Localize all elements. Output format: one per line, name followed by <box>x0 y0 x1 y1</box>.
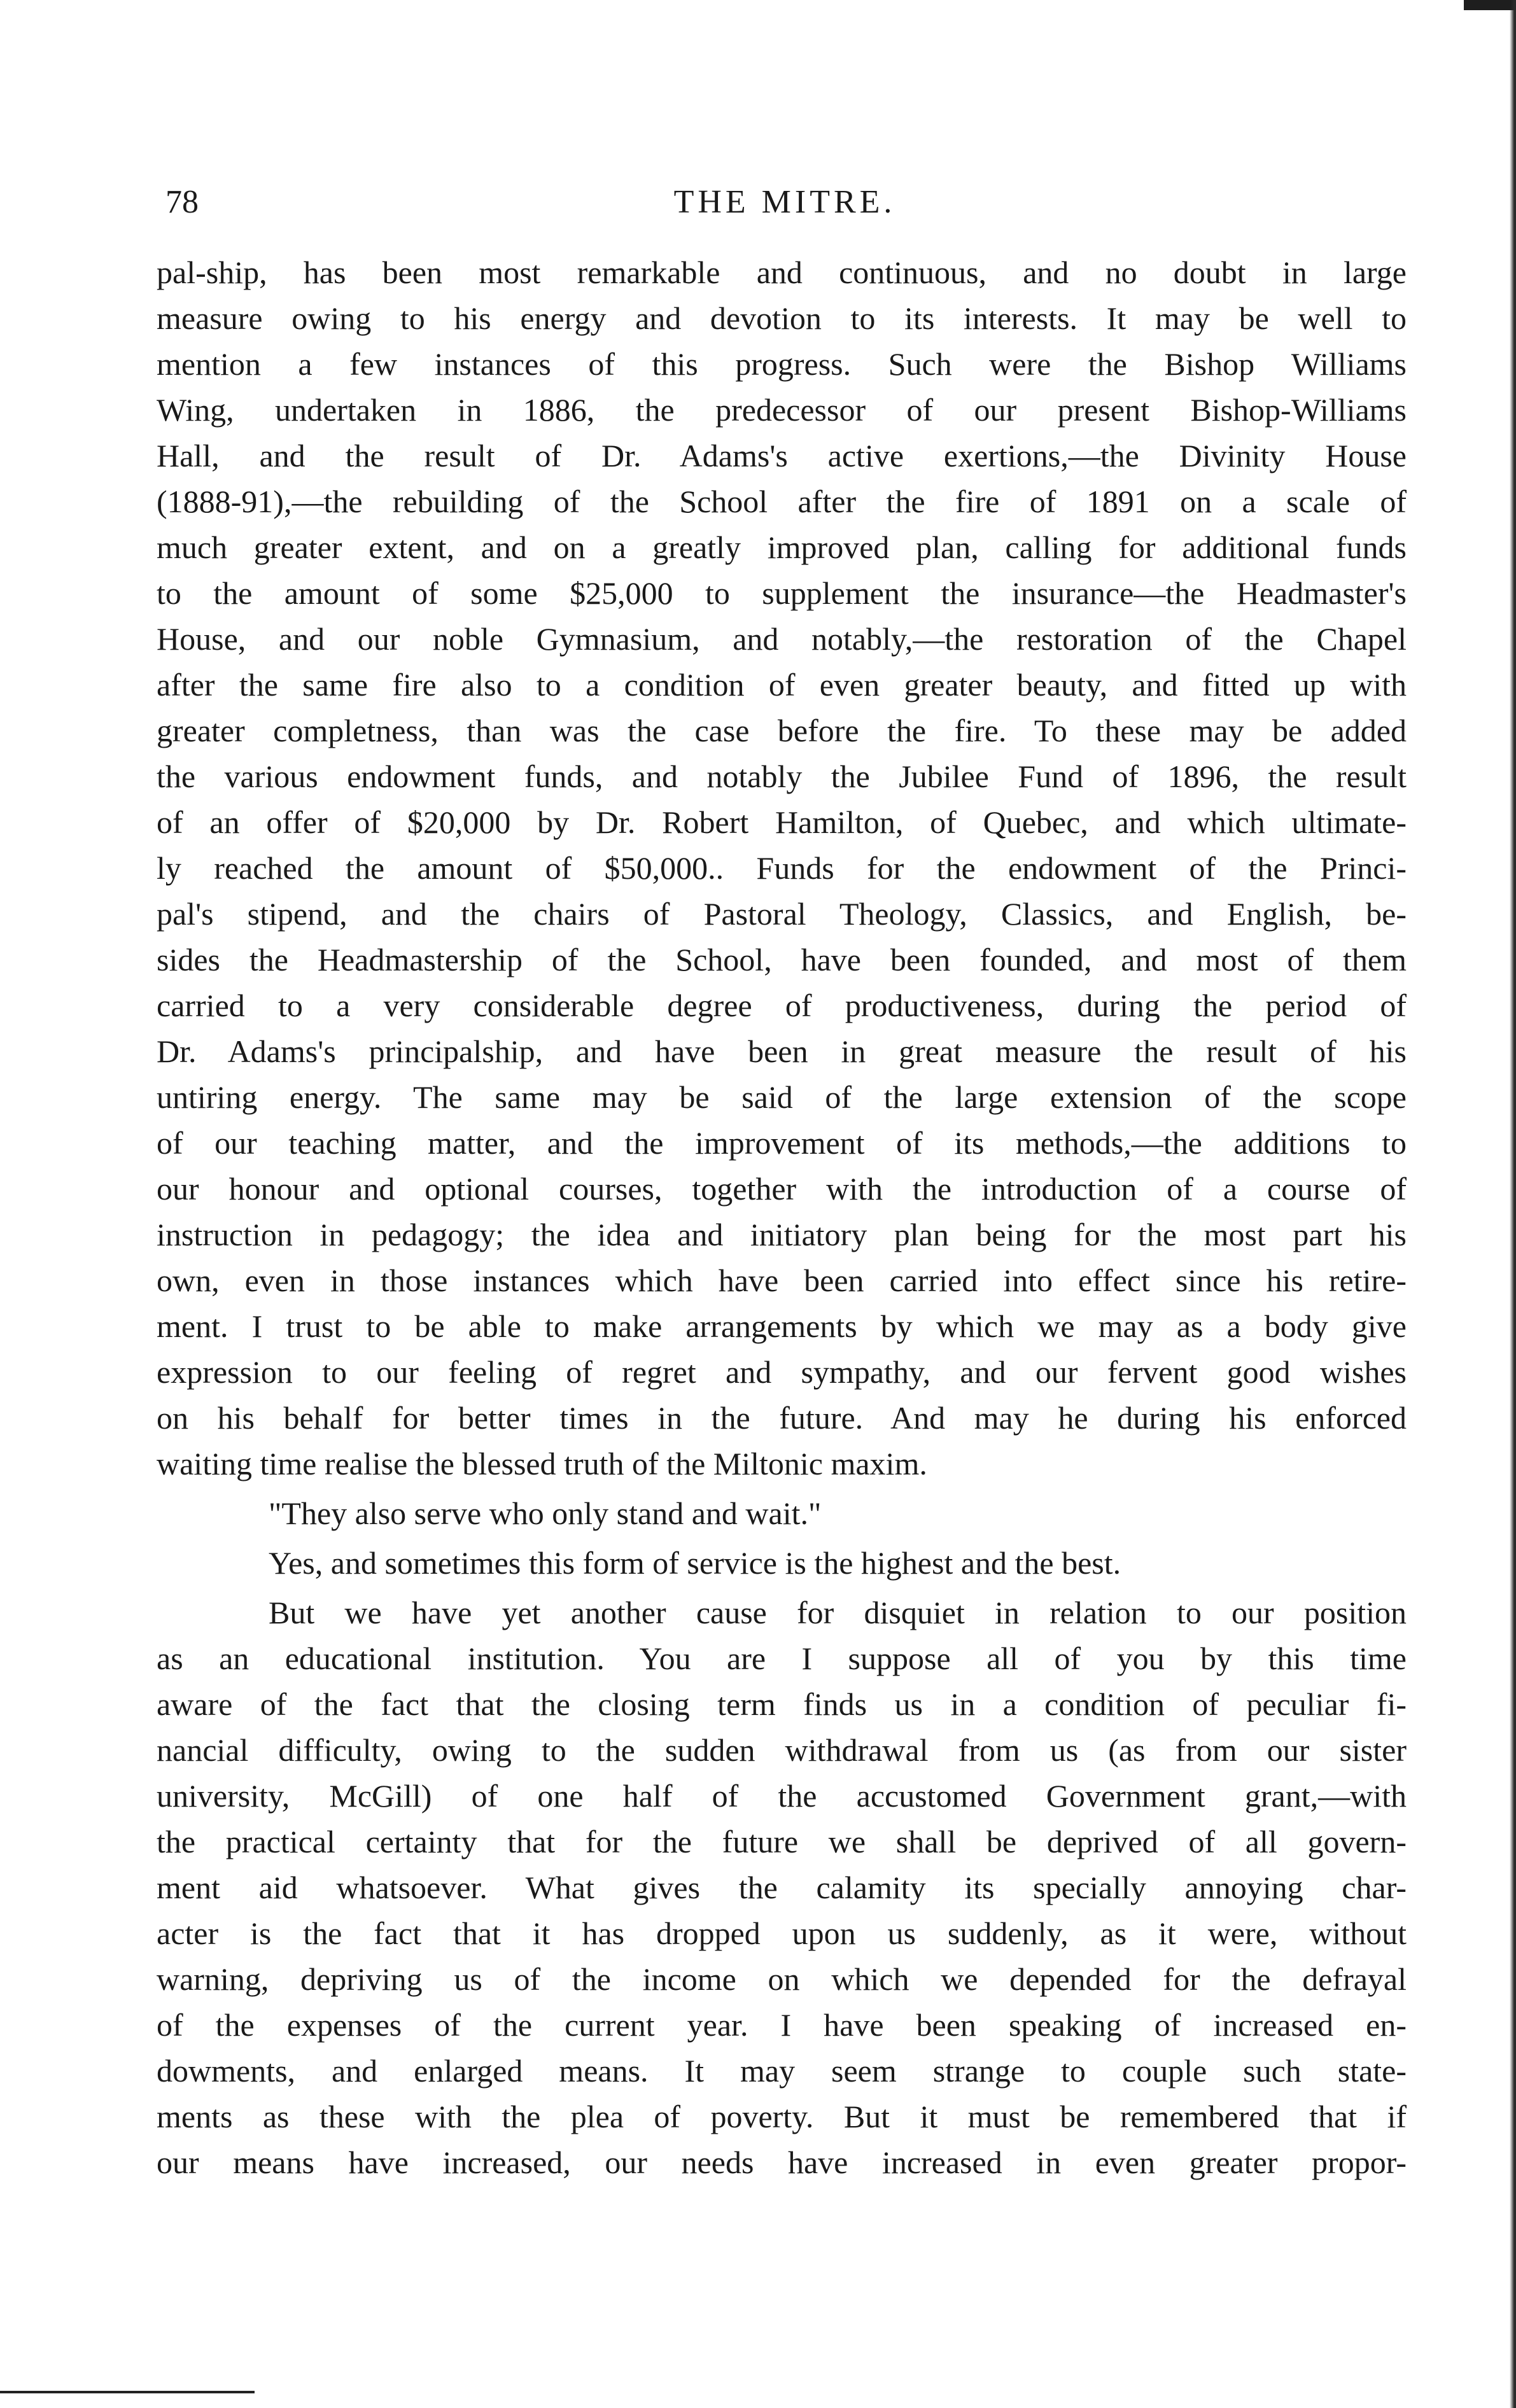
text-line: carried to a very considerable degree of productiveness, during the period of <box>157 988 1407 1023</box>
text-line: dowments, and enlarged means. It may seem strange to couple such state- <box>157 2053 1407 2089</box>
text-line: untiring energy. The same may be said of the large extension of the scope <box>157 1079 1407 1115</box>
text-line: Dr. Adams's principalship, and have been in great measure the result of his <box>157 1033 1407 1069</box>
text-line: university, McGill) of one half of the accustomed Government grant,—with <box>157 1778 1407 1814</box>
text-line: expression to our feeling of regret and sympathy, and our fervent good wishes <box>157 1354 1407 1390</box>
text-line: House, and our noble Gymnasium, and notably,—the restoration of the Chapel <box>157 621 1407 657</box>
text-line: Yes, and sometimes this form of service is the highest and the best. <box>269 1545 1121 1581</box>
text-line: sides the Headmastership of the School, have been founded, and most of them <box>157 942 1407 977</box>
text-line: acter is the fact that it has dropped upon us suddenly, as it were, without <box>157 1915 1407 1951</box>
text-line: ly reached the amount of $50,000.. Funds for the endowment of the Princi- <box>157 850 1407 886</box>
text-line: waiting time realise the blessed truth of the Miltonic maxim. <box>157 1446 927 1481</box>
text-line: instruction in pedagogy; the idea and initiatory plan being for the most part his <box>157 1217 1407 1252</box>
text-line: on his behalf for better times in the future. And may he during his enforced <box>157 1400 1407 1436</box>
text-line: our means have increased, our needs have increased in even greater propor- <box>157 2145 1407 2180</box>
text-line: Wing, undertaken in 1886, the predecessor of our present Bishop-Williams <box>157 392 1407 428</box>
scan-bottom-rule <box>0 2391 255 2393</box>
text-line: measure owing to his energy and devotion to its interests. It may be well to <box>157 300 1407 336</box>
text-line: of the expenses of the current year. I have been speaking of increased en- <box>157 2007 1407 2043</box>
text-line: aware of the fact that the closing term finds us in a condition of peculiar fi- <box>157 1686 1407 1722</box>
body-text <box>157 249 1407 2185</box>
text-line: much greater extent, and on a greatly improved plan, calling for additional funds <box>157 529 1407 565</box>
page-header <box>165 177 1404 228</box>
text-line: ment. I trust to be able to make arrangements by which we may as a body give <box>157 1308 1407 1344</box>
text-line: the practical certainty that for the future we shall be deprived of all govern- <box>157 1824 1407 1859</box>
scan-edge-right <box>1510 0 1516 2408</box>
text-line: greater completness, than was the case before the fire. To these may be added <box>157 713 1407 748</box>
text-line: Hall, and the result of Dr. Adams's active exertions,—the Divinity House <box>157 438 1407 473</box>
text-line: as an educational institution. You are I suppose all of you by this time <box>157 1641 1407 1676</box>
page-number: 78 <box>165 184 199 220</box>
text-line: to the amount of some $25,000 to supplement the insurance—the Headmaster's <box>157 575 1407 611</box>
text-line: after the same fire also to a condition of even greater beauty, and fitted up with <box>157 667 1407 703</box>
scan-edge-top <box>1464 0 1516 10</box>
text-line: pal's stipend, and the chairs of Pastoral Theology, Classics, and English, be- <box>157 896 1407 932</box>
text-line: our honour and optional courses, together with the introduction of a course of <box>157 1171 1407 1207</box>
quotation-line: "They also serve who only stand and wait." <box>269 1495 822 1531</box>
text-line: nancial difficulty, owing to the sudden withdrawal from us (as from our sister <box>157 1732 1407 1768</box>
text-line: ment aid whatsoever. What gives the calamity its specially annoying char- <box>157 1870 1407 1905</box>
text-line: of our teaching matter, and the improvement of its methods,—the additions to <box>157 1125 1407 1161</box>
text-line: ments as these with the plea of poverty. But it must be remembered that if <box>157 2099 1407 2134</box>
text-line: pal-ship, has been most remarkable and continuous, and no doubt in large <box>157 255 1407 290</box>
text-line: warning, depriving us of the income on which we depended for the defrayal <box>157 1961 1407 1997</box>
text-line: (1888-91),—the rebuilding of the School after the fire of 1891 on a scale of <box>157 484 1407 519</box>
text-line: own, even in those instances which have been carried into effect since his retire- <box>157 1263 1407 1298</box>
text-line: of an offer of $20,000 by Dr. Robert Hamilton, of Quebec, and which ultimate- <box>157 804 1407 840</box>
text-line: mention a few instances of this progress. Such were the Bishop Williams <box>157 346 1407 382</box>
running-head: THE MITRE. <box>673 184 896 220</box>
paragraph-start-line: But we have yet another cause for disquiet in relation to our position <box>269 1595 1407 1630</box>
text-line: the various endowment funds, and notably the Jubilee Fund of 1896, the result <box>157 759 1407 794</box>
